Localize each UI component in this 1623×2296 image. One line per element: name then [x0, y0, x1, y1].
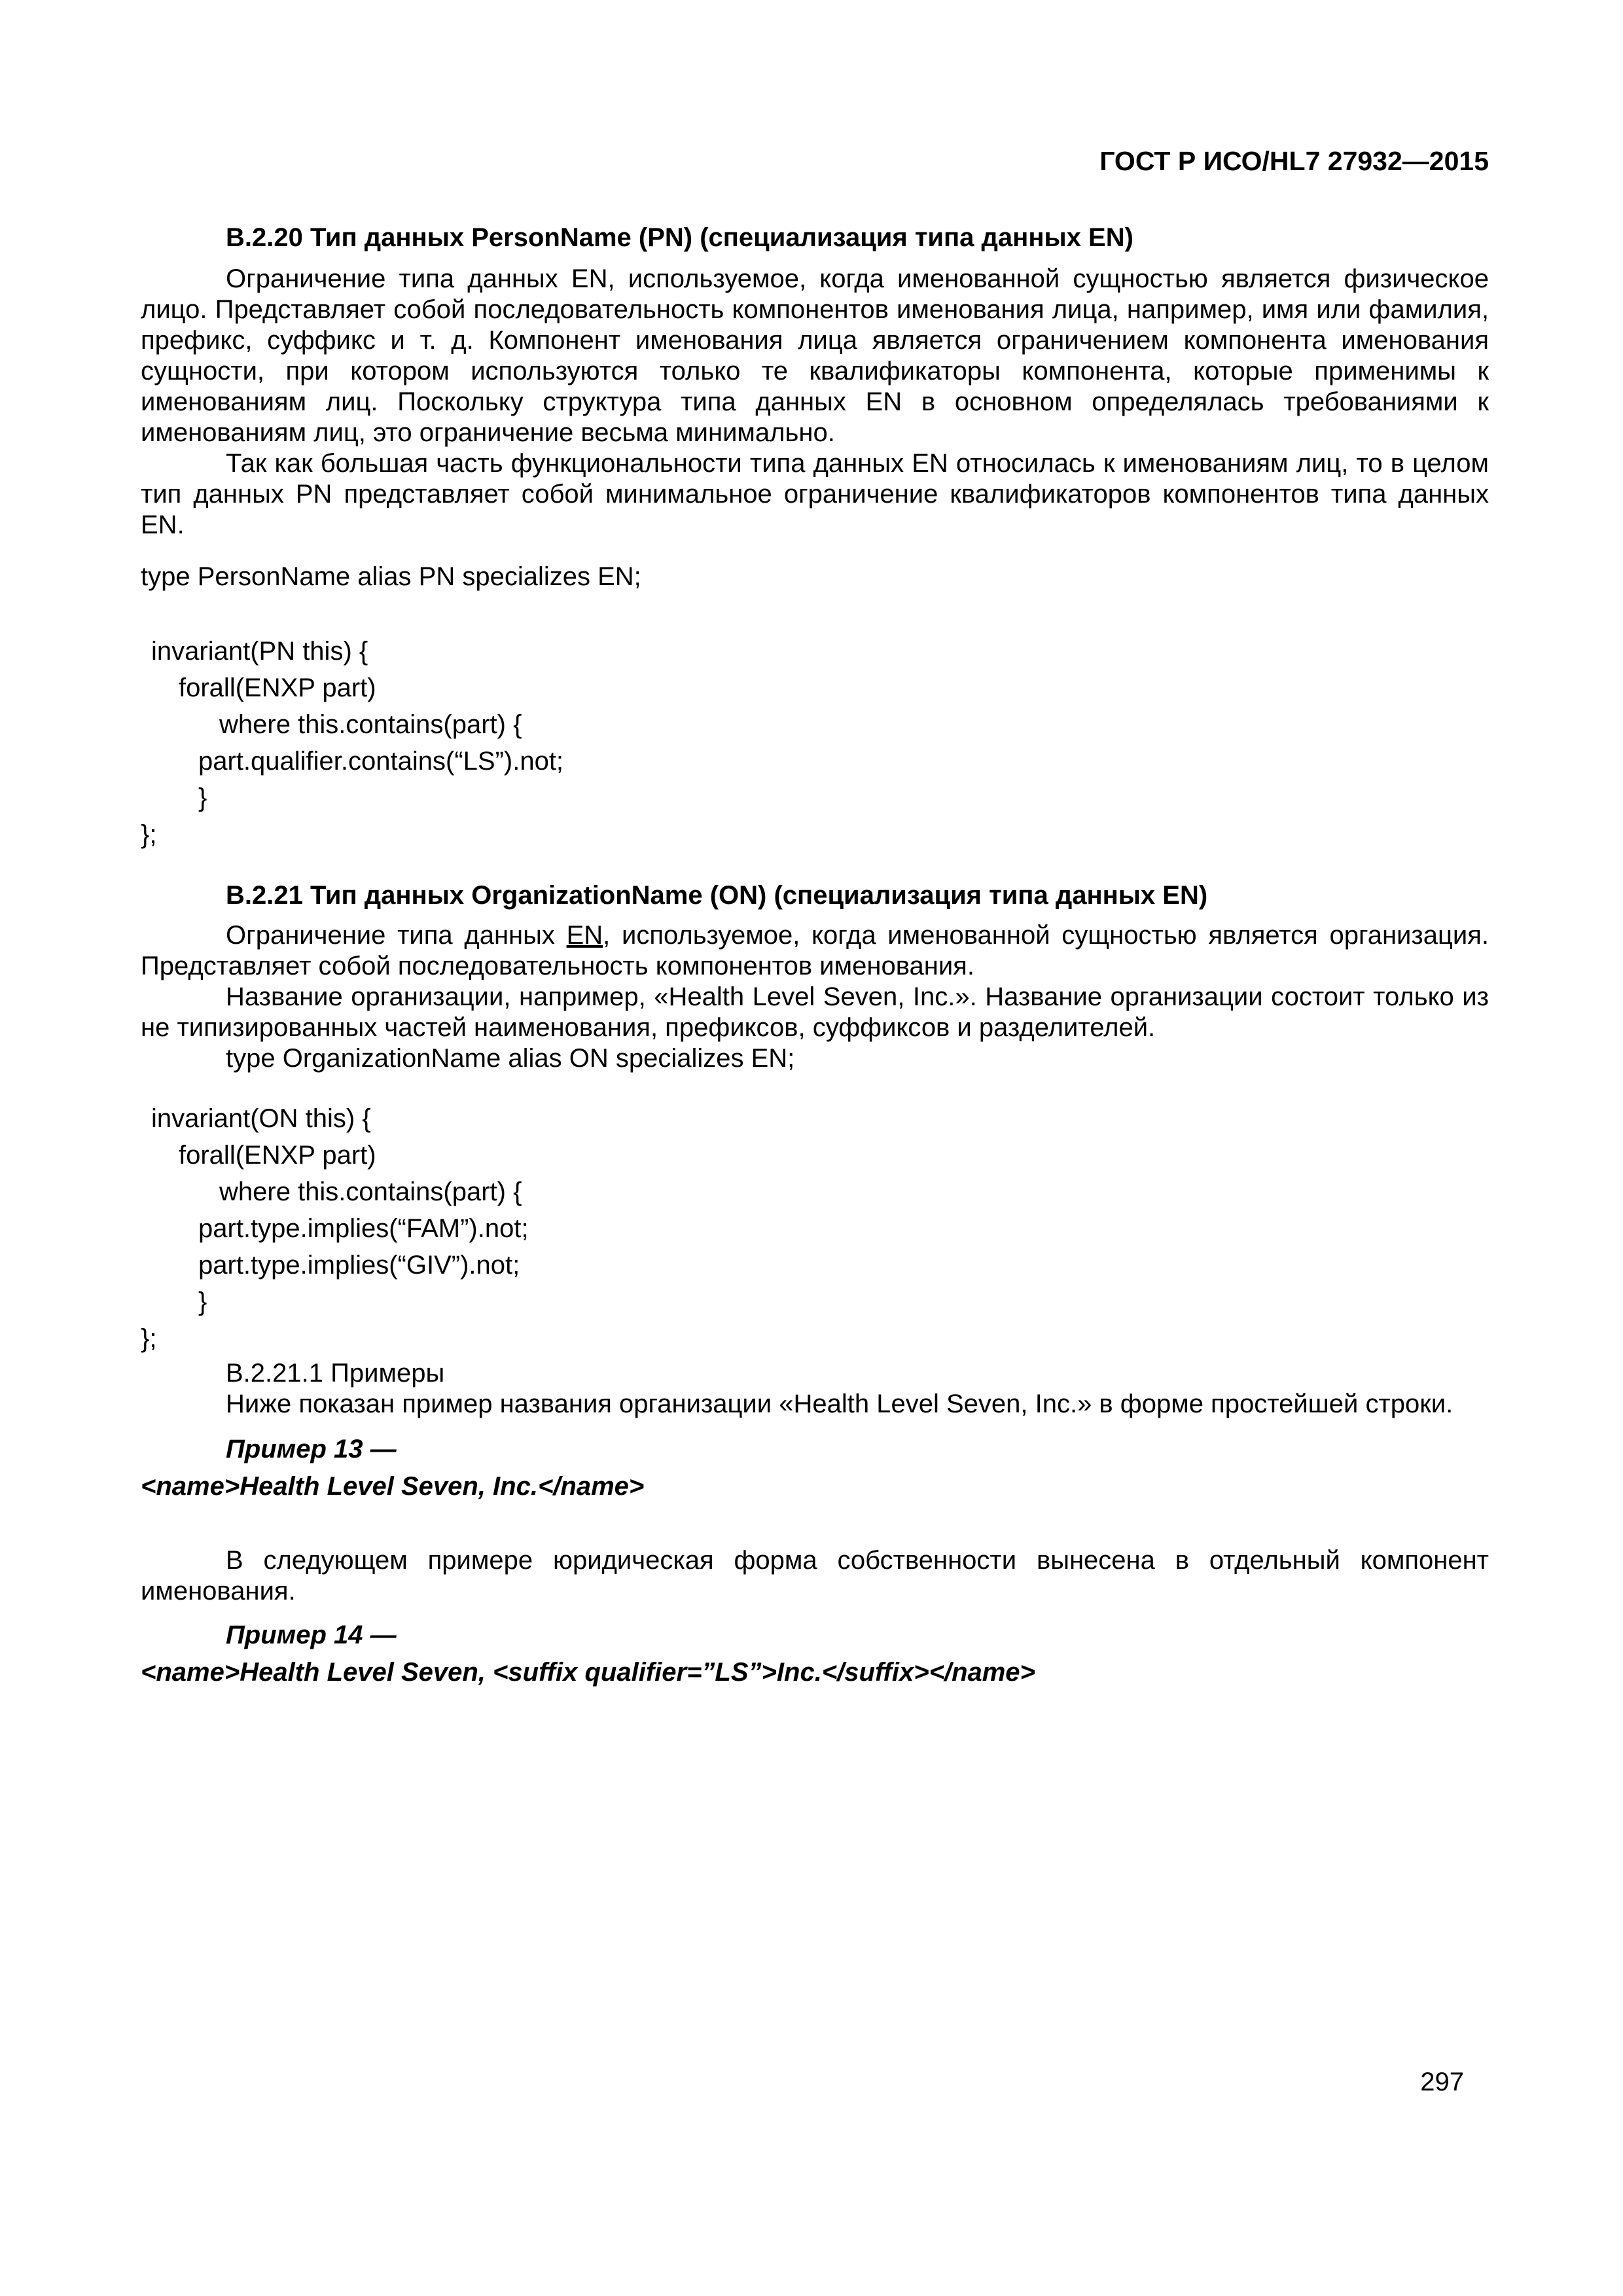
paragraph-text: Ограничение типа данных [226, 921, 567, 950]
paragraph: В следующем примере юридическая форма собственности вынесена в отдельный компонент именования. [141, 1546, 1489, 1605]
code-block-on-invariant [141, 1100, 1489, 1357]
subsection-heading-b2-21-1: В.2.21.1 Примеры [226, 1359, 445, 1388]
paragraph-text: , используемое, когда именованной сущностью является организация. Представляет собой последовательность компонентов именования. [141, 921, 1489, 980]
code-line: where this.contains(part) { [219, 1177, 522, 1206]
code-line: part.type.implies(“GIV”).not; [198, 1251, 520, 1280]
code-line: part.type.implies(“FAM”).not; [198, 1214, 529, 1243]
paragraph: Ограничение типа данных EN, используемое, когда именованной сущностью является физическое лицо. Представляет собой последовательность компонентов именования лица, например, имя или фамилия, префикс, суффикс и т. д. Компонент именования лица является ограничением компонента именования сущности, при котором используются только те квалификаторы компонента, которые применимы к именованиям лиц. Поскольку структура типа данных EN в основном определялась требованиями к именованиям лиц, это ограничение весьма минимально. [141, 264, 1489, 447]
code-line: forall(ENXP part) [179, 1141, 376, 1170]
paragraph [141, 920, 1489, 982]
underlined-term: EN [566, 921, 603, 950]
code-block-pn-invariant [141, 633, 1489, 853]
running-header: ГОСТ Р ИСО/HL7 27932—2015 [1099, 146, 1489, 176]
paragraph: Ниже показан пример названия организации «Health Level Seven, Inc.» в форме простейшей строки. [226, 1390, 1454, 1418]
section-heading-b2-20: В.2.20 Тип данных PersonName (PN) (специализация типа данных EN) [226, 223, 1133, 252]
type-declaration-pn: type PersonName alias PN specializes EN; [141, 562, 641, 591]
code-line: forall(ENXP part) [179, 673, 376, 702]
code-line: where this.contains(part) { [219, 710, 522, 739]
example-14-code: <name>Health Level Seven, <suffix qualifier=”LS”>Inc.</suffix></name> [141, 1658, 1035, 1687]
code-line: } [198, 1287, 207, 1316]
page-number: 297 [1420, 2068, 1464, 2096]
example-14-label: Пример 14 — [226, 1621, 397, 1649]
example-13-label: Пример 13 — [226, 1435, 397, 1463]
code-line: part.qualifier.contains(“LS”).not; [198, 747, 564, 776]
section-heading-b2-21: В.2.21 Тип данных OrganizationName (ON) (специализация типа данных EN) [226, 881, 1208, 910]
type-declaration-on: type OrganizationName alias ON specializes EN; [226, 1044, 795, 1073]
example-13-code: <name>Health Level Seven, Inc.</name> [141, 1472, 645, 1501]
paragraph: Название организации, например, «Health Level Seven, Inc.». Название организации состоит только из не типизированных частей наименования, префиксов, суффиксов и разделителей. [141, 982, 1489, 1042]
code-line: } [198, 783, 207, 812]
paragraph: Так как большая часть функциональности типа данных EN относилась к именованиям лиц, то в целом тип данных PN представляет собой минимальное ограничение квалификаторов компонентов типа данных EN. [141, 449, 1489, 539]
code-line: invariant(PN this) { [151, 637, 368, 666]
code-line: }; [141, 1324, 157, 1353]
text-column [141, 0, 1489, 1688]
code-line: }; [141, 820, 157, 849]
code-line: invariant(ON this) { [151, 1104, 371, 1133]
